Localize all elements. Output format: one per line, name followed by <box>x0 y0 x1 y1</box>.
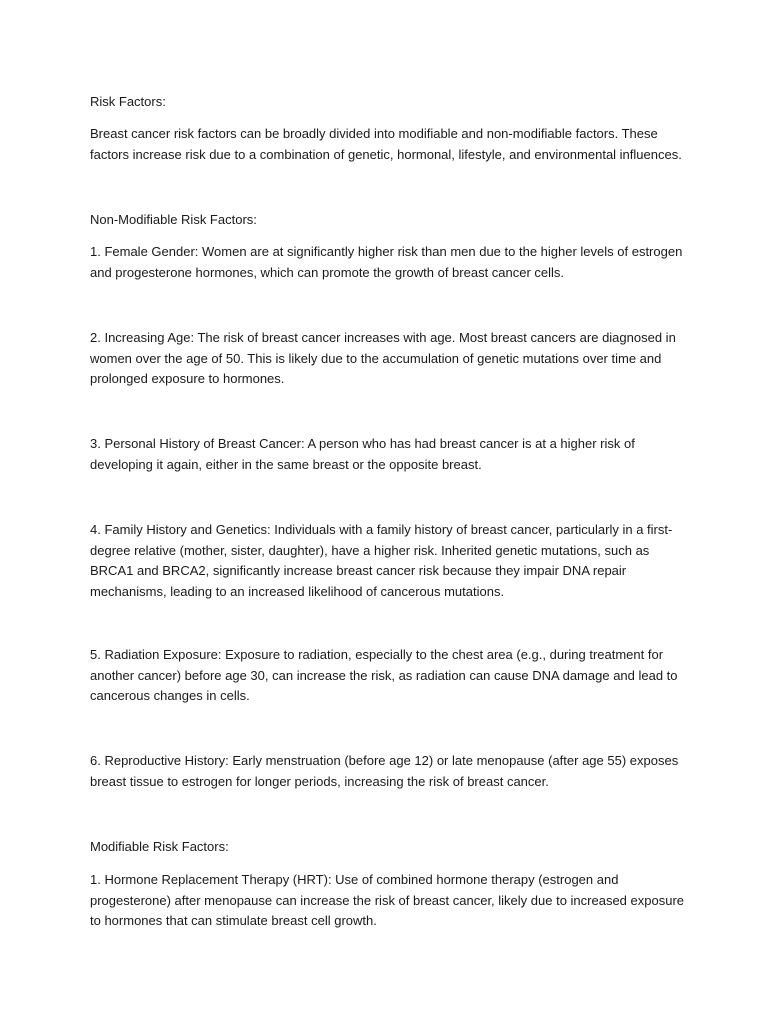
non-modifiable-item-personal-history: 3. Personal History of Breast Cancer: A person who has had breast cancer is at a higher risk of developing it again, either in the same breast or the opposite breast. <box>90 436 635 472</box>
non-modifiable-item-radiation-exposure: 5. Radiation Exposure: Exposure to radiation, especially to the chest area (e.g., during treatment for another cancer) before age 30, can increase the risk, as radiation can cause DNA damage and lead to cancerous changes in cells. <box>90 647 678 703</box>
section-heading-non-modifiable: Non-Modifiable Risk Factors: <box>90 212 257 227</box>
non-modifiable-item-female-gender: 1. Female Gender: Women are at significantly higher risk than men due to the higher levels of estrogen and progesterone hormones, which can promote the growth of breast cancer cells. <box>90 244 683 280</box>
non-modifiable-item-reproductive-history: 6. Reproductive History: Early menstruation (before age 12) or late menopause (after age 55) exposes breast tissue to estrogen for longer periods, increasing the risk of breast cancer. <box>90 753 679 789</box>
intro-paragraph: Breast cancer risk factors can be broadly divided into modifiable and non-modifiable factors. These factors increase risk due to a combination of genetic, hormonal, lifestyle, and environmental influences. <box>90 126 682 162</box>
section-heading-risk-factors: Risk Factors: <box>90 94 166 109</box>
modifiable-item-hrt: 1. Hormone Replacement Therapy (HRT): Use of combined hormone therapy (estrogen and progesterone) after menopause can increase the risk of breast cancer, likely due to increased exposure to hormones that can stimulate breast cell growth. <box>90 872 685 928</box>
non-modifiable-item-increasing-age: 2. Increasing Age: The risk of breast cancer increases with age. Most breast cancers are diagnosed in women over the age of 50. This is likely due to the accumulation of genetic mutations over time and prolonged exposure to hormones. <box>90 330 676 386</box>
section-heading-modifiable: Modifiable Risk Factors: <box>90 839 229 854</box>
non-modifiable-item-family-history: 4. Family History and Genetics: Individuals with a family history of breast cancer, particularly in a first-degree relative (mother, sister, daughter), have a higher risk. Inherited genetic mutations, such as BRCA1 and BRCA2, significantly increase breast cancer risk because they impair DNA repair mechanisms, leading to an increased likelihood of cancerous mutations. <box>90 522 673 599</box>
